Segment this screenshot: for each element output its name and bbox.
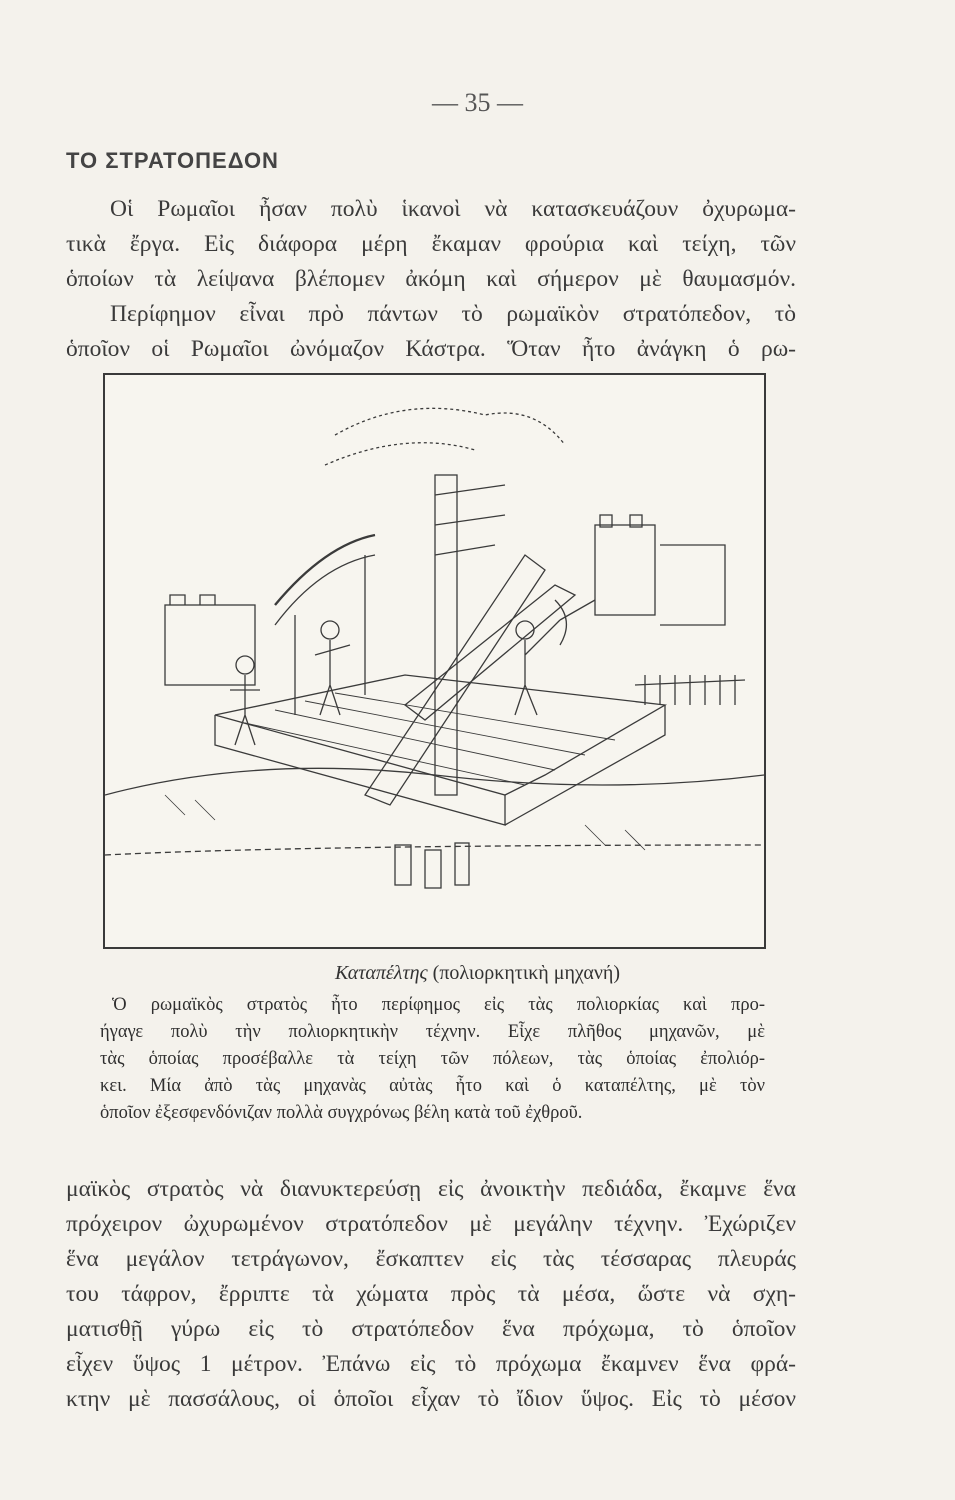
intro-paragraph — [66, 192, 796, 367]
figure-caption — [0, 962, 955, 985]
note-line: ὁποῖον ἐξεσφενδόνιζαν πολλὰ συγχρόνως βέλη κατὰ τοῦ ἐχθροῦ. — [100, 1103, 583, 1123]
caption-subtitle: (πολιορκητικὴ μηχανή) — [427, 962, 620, 984]
page-number: — 35 — — [432, 88, 523, 117]
section-heading: ΤΟ ΣΤΡΑΤΟΠΕΔΟΝ — [66, 148, 279, 173]
figure-archer — [515, 600, 595, 715]
intro-line: τικὰ ἔργα. Εἰς διάφορα μέρη ἔκαμαν φρούρια καὶ τείχη, τῶν — [66, 231, 796, 257]
body-line: πρόχειρον ὠχυρωμένον στρατόπεδον μὲ μεγάλην τέχνην. Ἐχώριζεν — [66, 1211, 796, 1237]
note-line: Ὁ ρωμαϊκὸς στρατὸς ἦτο περίφημος εἰς τὰς πολιορκίας καὶ προ- — [112, 995, 765, 1015]
intro-line: Περίφημον εἶναι πρὸ πάντων τὸ ρωμαϊκὸν στρατόπεδον, τὸ — [110, 301, 796, 327]
body-line: εἶχεν ὕψος 1 μέτρον. Ἐπάνω εἰς τὸ πρόχωμα ἔκαμνεν ἕνα φρά- — [66, 1351, 796, 1377]
body-line: κτην μὲ πασσάλους, οἱ ὁποῖοι εἶχαν τὸ ἴδιον ὕψος. Εἰς τὸ μέσον — [66, 1386, 796, 1412]
note-line: ήγαγε πολὺ τὴν πολιορκητικὴν τέχνην. Εἶχε πλῆθος μηχανῶν, μὲ — [100, 1022, 765, 1042]
catapult-illustration — [103, 373, 766, 949]
figure-middle-soldier — [315, 621, 350, 715]
note-line: τὰς ὁποίας προσέβαλλε τὰ τείχη τῶν πόλεων, τὰς ὁποίας ἐπολιόρ- — [100, 1049, 765, 1069]
catapult-drawing — [105, 375, 764, 947]
note-line: κει. Μία ἀπὸ τὰς μηχανὰς αὐτὰς ἦτο καὶ ὁ καταπέλτης, μὲ τὸν — [100, 1076, 765, 1096]
body-paragraph — [66, 1172, 796, 1417]
figure-note — [100, 992, 765, 1127]
body-line: ἕνα μεγάλον τετράγωνον, ἔσκαπτεν εἰς τὰς τέσσαρας πλευράς — [66, 1246, 796, 1272]
caption-title: Καταπέλτης — [334, 962, 428, 984]
intro-line: ὁποῖον οἱ Ρωμαῖοι ὠνόμαζον Κάστρα. Ὅταν ἦτο ἀνάγκη ὁ ρω- — [66, 336, 796, 362]
intro-line: ὁποίων τὰ λείψανα βλέπομεν ἀκόμη καὶ σήμερον μὲ θαυμασμόν. — [66, 266, 796, 292]
intro-line: Οἱ Ρωμαῖοι ἦσαν πολὺ ἱκανοὶ νὰ κατασκευάζουν ὀχυρωμα- — [110, 196, 796, 222]
body-line: του τάφρον, ἔρριπτε τὰ χώματα πρὸς τὰ μέσα, ὥστε νὰ σχη- — [66, 1281, 796, 1307]
body-line: ματισθῇ γύρω εἰς τὸ στρατόπεδον ἕνα πρόχωμα, τὸ ὁποῖον — [66, 1316, 796, 1342]
body-line: μαϊκὸς στρατὸς νὰ διανυκτερεύσῃ εἰς ἀνοικτὴν πεδιάδα, ἔκαμνε ἕνα — [66, 1176, 796, 1202]
